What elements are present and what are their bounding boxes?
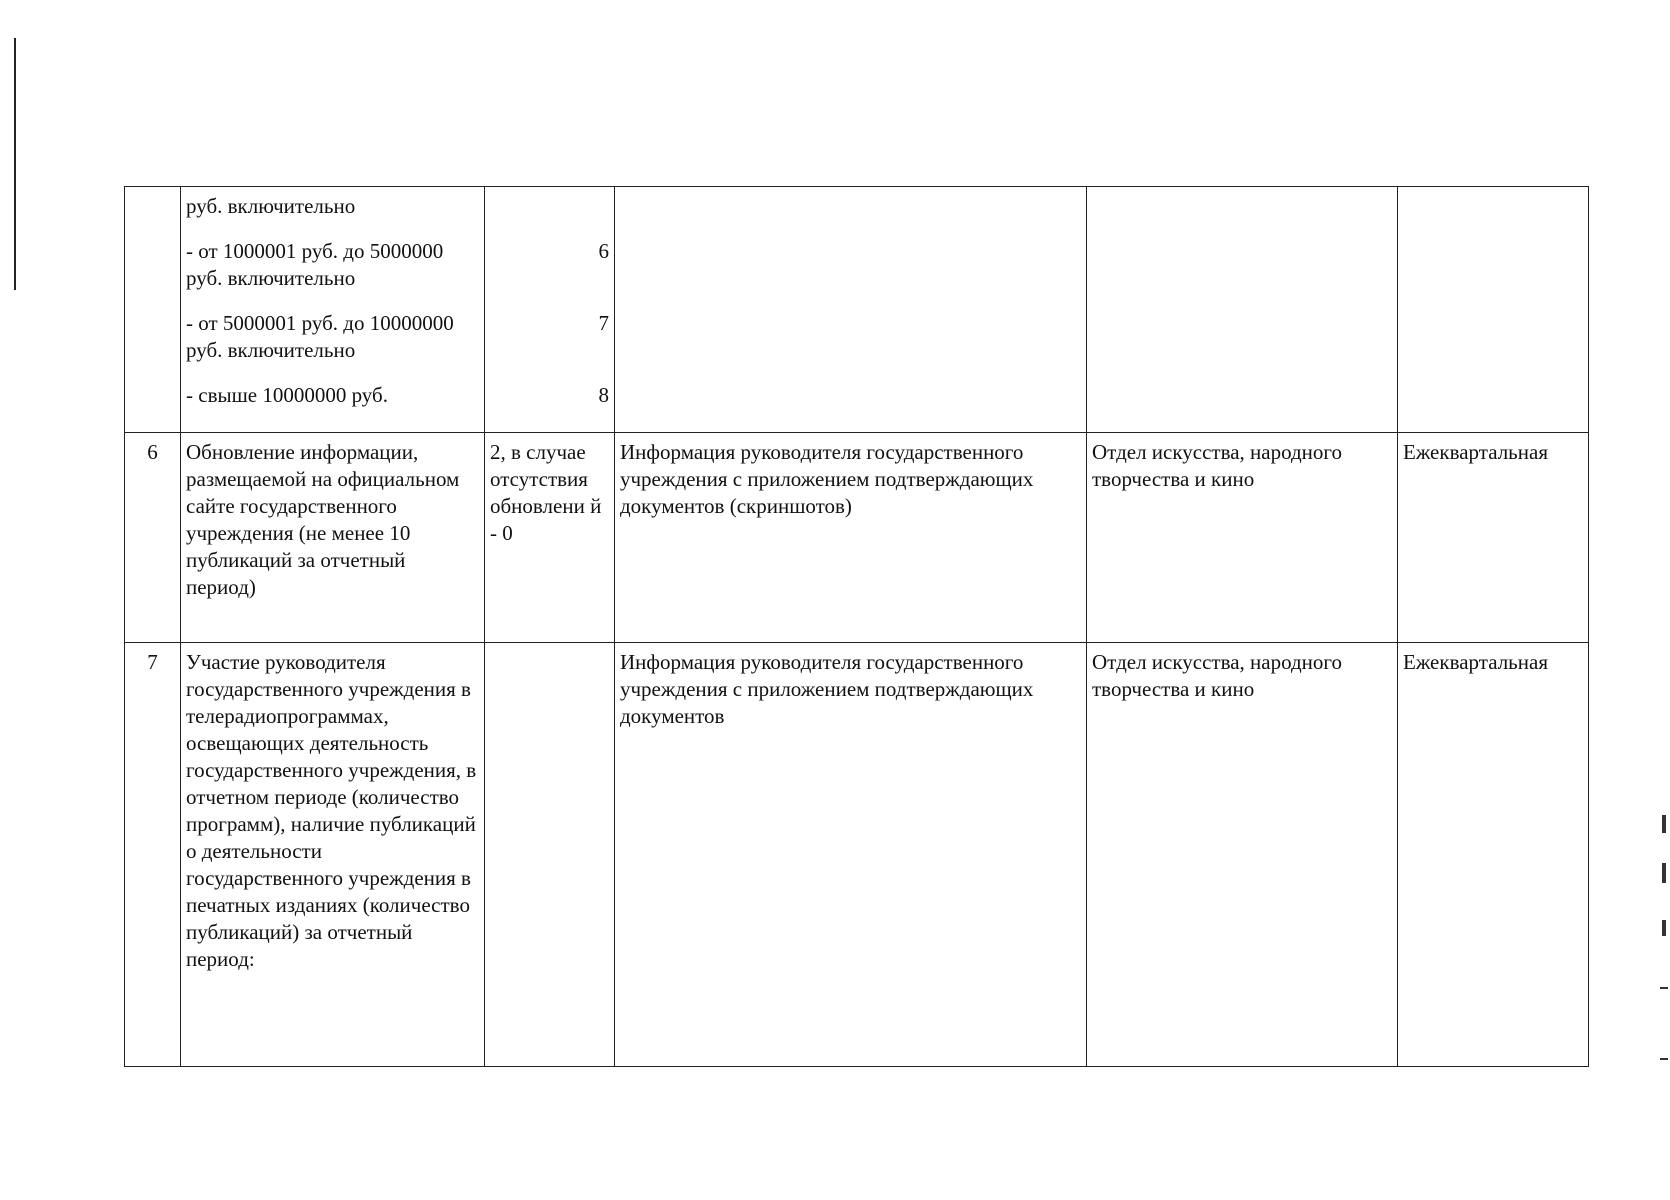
source-cell: [615, 187, 1087, 433]
indicator-subitems: [181, 187, 485, 433]
points-cell: [485, 187, 615, 433]
department-cell: Отдел искусства, народного творчества и кино: [1087, 433, 1398, 643]
indicator-cell: Обновление информации, размещаемой на официальном сайте государственного учреждения (не менее 10 публикаций за отчетный период): [181, 433, 485, 643]
frequency-cell: Ежеквартальная: [1398, 433, 1589, 643]
table-row: [125, 643, 1589, 1067]
scan-edge-mark: [1660, 1058, 1668, 1060]
subitem-text: - свыше 10000000 руб.: [186, 383, 388, 407]
source-cell: Информация руководителя государственного учреждения с приложением подтверждающих документов (скриншотов): [615, 433, 1087, 643]
subitem-points: 6: [598, 239, 609, 263]
table-row: [125, 433, 1589, 643]
scan-edge-mark: [1662, 815, 1666, 833]
row-number: 7: [125, 643, 181, 1067]
row-number: [125, 187, 181, 433]
subitem-text: руб. включительно: [186, 194, 356, 218]
frequency-cell: Ежеквартальная: [1398, 643, 1589, 1067]
scan-edge-mark: [1660, 987, 1668, 989]
points-cell: [485, 643, 615, 1067]
subitem-text: - от 1000001 руб. до 5000000 руб. включительно: [186, 239, 444, 290]
subitem-points: 8: [598, 383, 609, 407]
indicator-cell: Участие руководителя государственного учреждения в телерадиопрограммах, освещающих деятельность государственного учреждения, в отчетном периоде (количество программ), наличие публикаций о деятельности государственного учреждения в печатных изданиях (количество публикаций) за отчетный период:: [181, 643, 485, 1067]
subitem-points: 7: [598, 311, 609, 335]
subitem-text: - от 5000001 руб. до 10000000 руб. включительно: [186, 311, 454, 362]
scan-edge-mark: [1662, 920, 1666, 936]
criteria-table: [124, 186, 1589, 1067]
scan-edge-mark: [1662, 863, 1666, 883]
frequency-cell: [1398, 187, 1589, 433]
department-cell: Отдел искусства, народного творчества и кино: [1087, 643, 1398, 1067]
scan-edge-mark: [14, 38, 16, 290]
table-row-continuation: [125, 187, 1589, 433]
subitem-points: [490, 193, 609, 220]
points-cell: 2, в случае отсутствия обновлени й - 0: [485, 433, 615, 643]
row-number: 6: [125, 433, 181, 643]
department-cell: [1087, 187, 1398, 433]
source-cell: Информация руководителя государственного учреждения с приложением подтверждающих документов: [615, 643, 1087, 1067]
